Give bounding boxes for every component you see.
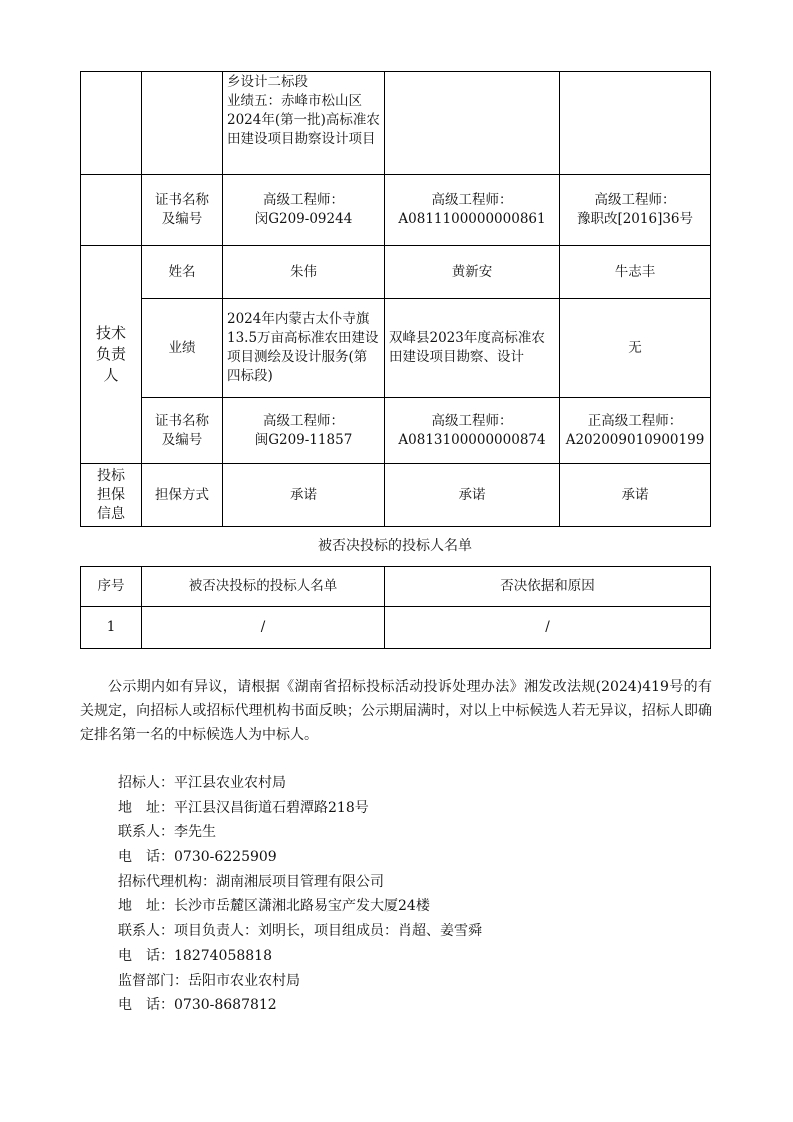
contact-line: 电 话：18274058818	[118, 947, 272, 964]
table-cell	[81, 175, 142, 246]
table-header-row	[81, 567, 711, 607]
table-row	[81, 607, 711, 649]
performance-cell: 2024年内蒙古太仆寺旗13.5万亩高标准农田建设项目测绘及设计服务(第四标段)	[223, 299, 385, 398]
table-cell	[142, 72, 223, 175]
guarantee-label: 担保方式	[142, 464, 223, 527]
candidate-details-table	[80, 71, 711, 527]
guarantee-cell: 承诺	[385, 464, 560, 527]
name-label: 姓名	[142, 246, 223, 299]
table-cell: 1	[81, 607, 142, 649]
header-cell: 否决依据和原因	[385, 567, 711, 607]
contact-line: 地 址：长沙市岳麓区潇湘北路易宝产发大厦24楼	[118, 898, 430, 915]
cert-label: 证书名称 及编号	[142, 175, 223, 246]
rejected-bidders-table	[80, 566, 711, 649]
contact-line: 地 址：平江县汉昌街道石碧潭路218号	[118, 799, 369, 816]
table-row	[81, 246, 711, 299]
name-cell: 黄新安	[385, 246, 560, 299]
table-row	[81, 464, 711, 527]
table-cell	[81, 72, 142, 175]
cert-cell: 高级工程师： A0813100000000874	[385, 398, 560, 464]
guarantee-cell: 承诺	[560, 464, 711, 527]
cert-cell: 正高级工程师： A202009010900199	[560, 398, 711, 464]
table-cell: /	[142, 607, 385, 649]
performance-cell: 无	[560, 299, 711, 398]
cert-cell: 高级工程师： 闽G209-11857	[223, 398, 385, 464]
contact-line: 监督部门：岳阳市农业农村局	[118, 972, 300, 989]
contact-line: 招标人：平江县农业农村局	[118, 775, 286, 791]
tech-lead-group-label: 技术 负责 人	[81, 246, 142, 464]
header-cell: 序号	[81, 567, 142, 607]
contact-line: 电 话：0730-6225909	[118, 849, 277, 866]
table-row	[81, 398, 711, 464]
table-cell: /	[385, 607, 711, 649]
performance-cell: 乡设计二标段 业绩五：赤峰市松山区2024年(第一批)高标准农田建设项目勘察设计项目	[223, 72, 385, 175]
contact-line: 招标代理机构：湖南湘辰项目管理有限公司	[118, 873, 384, 890]
performance-cell: 双峰县2023年度高标准农田建设项目勘察、设计	[385, 299, 560, 398]
performance-label: 业绩	[142, 299, 223, 398]
table-row	[81, 175, 711, 246]
contact-list	[118, 771, 482, 1018]
cert-cell: 高级工程师： 闵G209-09244	[223, 175, 385, 246]
cert-label: 证书名称 及编号	[142, 398, 223, 464]
contact-line: 联系人：项目负责人：刘明长，项目组成员：肖超、姜雪舜	[118, 923, 482, 940]
header-cell: 被否决投标的投标人名单	[142, 567, 385, 607]
contact-line: 电 话：0730-8687812	[118, 997, 277, 1014]
name-cell: 牛志丰	[560, 246, 711, 299]
guarantee-cell: 承诺	[223, 464, 385, 527]
table-row	[81, 72, 711, 175]
rejected-bidders-caption: 被否决投标的投标人名单	[318, 538, 472, 554]
cert-cell: 高级工程师： A0811100000000861	[385, 175, 560, 246]
contact-line: 联系人：李先生	[118, 824, 216, 841]
cert-cell: 高级工程师： 豫职改[2016]36号	[560, 175, 711, 246]
table-cell	[385, 72, 560, 175]
table-row	[81, 299, 711, 398]
name-cell: 朱伟	[223, 246, 385, 299]
table-cell	[560, 72, 711, 175]
objection-notice: 公示期内如有异议，请根据《湖南省招标投标活动投诉处理办法》湘发改法规(2024)419号的有关规定，向招标人或招标代理机构书面反映；公示期届满时，对以上中标候选人若无异议，招标人即确定排名第一名的中标候选人为中标人。	[80, 679, 712, 743]
guarantee-group-label: 投标 担保 信息	[81, 464, 142, 527]
